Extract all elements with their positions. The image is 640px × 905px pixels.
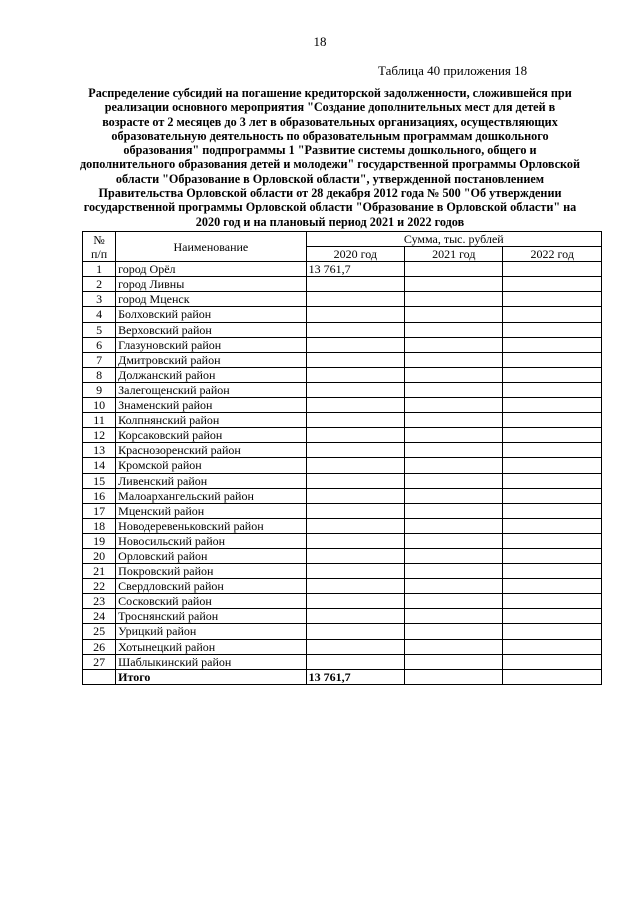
row-value-2021 [405,382,503,397]
table-row [83,594,602,609]
row-value-2021 [405,322,503,337]
total-num-cell [83,669,116,684]
table-row [83,292,602,307]
table-row [83,518,602,533]
row-value-2021 [405,413,503,428]
row-value-2021 [405,292,503,307]
row-value-2020 [306,277,404,292]
row-number: 20 [83,548,116,563]
row-value-2021 [405,262,503,277]
row-value-2020 [306,458,404,473]
row-value-2020 [306,443,404,458]
table-row [83,262,602,277]
row-value-2020 [306,292,404,307]
row-number: 16 [83,488,116,503]
table-row [83,382,602,397]
row-value-2020 [306,639,404,654]
row-value-2021 [405,533,503,548]
row-value-2022 [503,503,602,518]
row-value-2022 [503,609,602,624]
row-name: Хотынецкий район [116,639,306,654]
total-label: Итого [116,669,306,684]
table-row [83,337,602,352]
table-row [83,443,602,458]
row-value-2021 [405,337,503,352]
table-row [83,413,602,428]
row-name: Залегощенский район [116,382,306,397]
row-name: Глазуновский район [116,337,306,352]
row-name: Покровский район [116,564,306,579]
row-number: 10 [83,398,116,413]
subsidy-table [82,231,602,685]
row-value-2021 [405,639,503,654]
row-name: Колпнянский район [116,413,306,428]
row-number: 18 [83,518,116,533]
header-number-line2: п/п [90,246,108,261]
row-value-2020 [306,594,404,609]
row-value-2022 [503,367,602,382]
row-number: 24 [83,609,116,624]
header-year-2021: 2021 год [405,247,503,262]
row-value-2022 [503,564,602,579]
row-value-2020 [306,322,404,337]
row-value-2022 [503,382,602,397]
row-value-2020 [306,564,404,579]
row-value-2022 [503,518,602,533]
row-value-2020 [306,548,404,563]
row-value-2021 [405,352,503,367]
row-value-2021 [405,367,503,382]
table-row [83,367,602,382]
row-value-2022 [503,337,602,352]
row-value-2022 [503,443,602,458]
row-value-2021 [405,518,503,533]
row-value-2022 [503,488,602,503]
table-header [83,232,602,262]
table-row [83,458,602,473]
row-value-2022 [503,307,602,322]
row-value-2020 [306,533,404,548]
row-name: Новосильский район [116,533,306,548]
row-value-2021 [405,503,503,518]
row-name: Новодеревеньковский район [116,518,306,533]
table-row [83,488,602,503]
row-value-2021 [405,564,503,579]
row-name: Орловский район [116,548,306,563]
row-value-2022 [503,533,602,548]
row-number: 2 [83,277,116,292]
row-value-2021 [405,579,503,594]
row-number: 19 [83,533,116,548]
row-value-2021 [405,458,503,473]
table-row [83,277,602,292]
row-name: Урицкий район [116,624,306,639]
row-value-2022 [503,352,602,367]
row-value-2022 [503,594,602,609]
row-value-2020 [306,624,404,639]
row-number: 22 [83,579,116,594]
row-name: город Мценск [116,292,306,307]
total-2020: 13 761,7 [306,669,404,684]
row-number: 17 [83,503,116,518]
table-row [83,428,602,443]
row-value-2020 [306,413,404,428]
row-number: 1 [83,262,116,277]
row-number: 26 [83,639,116,654]
table-caption: Таблица 40 приложения 18 [378,63,528,78]
row-name: Свердловский район [116,579,306,594]
row-name: Верховский район [116,322,306,337]
row-value-2022 [503,398,602,413]
row-value-2022 [503,413,602,428]
table-row [83,307,602,322]
row-value-2020: 13 761,7 [306,262,404,277]
row-value-2022 [503,639,602,654]
row-value-2022 [503,624,602,639]
row-name: Знаменский район [116,398,306,413]
row-value-2020 [306,579,404,594]
total-row [83,669,602,684]
total-2022 [503,669,602,684]
table-row [83,548,602,563]
row-value-2020 [306,352,404,367]
row-name: Ливенский район [116,473,306,488]
row-number: 7 [83,352,116,367]
row-number: 13 [83,443,116,458]
row-value-2021 [405,428,503,443]
row-value-2020 [306,367,404,382]
row-value-2021 [405,609,503,624]
row-value-2022 [503,322,602,337]
row-name: Троснянский район [116,609,306,624]
row-name: Шаблыкинский район [116,654,306,669]
row-number: 3 [83,292,116,307]
row-number: 15 [83,473,116,488]
row-number: 9 [83,382,116,397]
row-value-2021 [405,654,503,669]
row-name: Должанский район [116,367,306,382]
row-value-2021 [405,398,503,413]
row-name: Малоархангельский район [116,488,306,503]
row-value-2021 [405,443,503,458]
row-number: 5 [83,322,116,337]
row-name: Краснозоренский район [116,443,306,458]
table-row [83,639,602,654]
row-value-2020 [306,398,404,413]
row-value-2022 [503,654,602,669]
row-number: 12 [83,428,116,443]
table-row [83,473,602,488]
table-row [83,624,602,639]
row-number: 6 [83,337,116,352]
table-footer [83,669,602,684]
row-number: 14 [83,458,116,473]
row-value-2021 [405,488,503,503]
row-number: 4 [83,307,116,322]
header-number-line1: № [93,232,105,247]
table-row [83,579,602,594]
row-name: Кромской район [116,458,306,473]
row-value-2020 [306,488,404,503]
header-year-2022: 2022 год [503,247,602,262]
row-value-2022 [503,262,602,277]
table-row [83,564,602,579]
row-value-2021 [405,548,503,563]
row-value-2020 [306,473,404,488]
row-value-2022 [503,579,602,594]
row-value-2021 [405,277,503,292]
row-name: Болховский район [116,307,306,322]
row-value-2020 [306,382,404,397]
table-row [83,654,602,669]
header-sum: Сумма, тыс. рублей [306,232,601,247]
row-value-2020 [306,654,404,669]
row-value-2022 [503,473,602,488]
row-value-2021 [405,473,503,488]
page-number: 18 [313,34,327,49]
header-number [83,232,116,262]
row-number: 21 [83,564,116,579]
table-row [83,503,602,518]
row-value-2022 [503,428,602,443]
row-value-2021 [405,624,503,639]
row-value-2022 [503,277,602,292]
table-row [83,533,602,548]
row-value-2020 [306,307,404,322]
row-value-2020 [306,503,404,518]
row-number: 11 [83,413,116,428]
total-2021 [405,669,503,684]
row-number: 27 [83,654,116,669]
row-value-2020 [306,337,404,352]
header-name: Наименование [116,232,306,262]
row-number: 25 [83,624,116,639]
row-name: Сосковский район [116,594,306,609]
row-value-2020 [306,428,404,443]
table-row [83,352,602,367]
row-value-2022 [503,292,602,307]
table-row [83,398,602,413]
table-row [83,609,602,624]
row-value-2022 [503,458,602,473]
row-value-2020 [306,609,404,624]
row-name: город Ливны [116,277,306,292]
table-row [83,322,602,337]
row-number: 8 [83,367,116,382]
row-name: Корсаковский район [116,428,306,443]
row-value-2021 [405,594,503,609]
row-number: 23 [83,594,116,609]
row-value-2020 [306,518,404,533]
document-title: Распределение субсидий на погашение кредиторской задолженности, сложившейся при реализации основного мероприятия "Создание дополнительных мест для детей в возрасте от 2 месяцев до 3 лет в образовательных организациях, осуществляющих образовательную деятельность по образовательным программам дошкольного образования" подпрограммы 1 "Развитие системы дошкольного, общего и дополнительного образования детей и молодежи" государственной программы Орловской области "Образование в Орловской области", утвержденной постановлением Правительства Орловской области от 28 декабря 2012 года № 500 "Об утверждении государственной программы Орловской области "Образование в Орловской области" на 2020 год и на плановый период 2021 и 2022 годов [80,86,580,229]
row-value-2022 [503,548,602,563]
row-value-2021 [405,307,503,322]
header-year-2020: 2020 год [306,247,404,262]
row-name: Мценский район [116,503,306,518]
row-name: Дмитровский район [116,352,306,367]
row-name: город Орёл [116,262,306,277]
table-body [83,262,602,670]
